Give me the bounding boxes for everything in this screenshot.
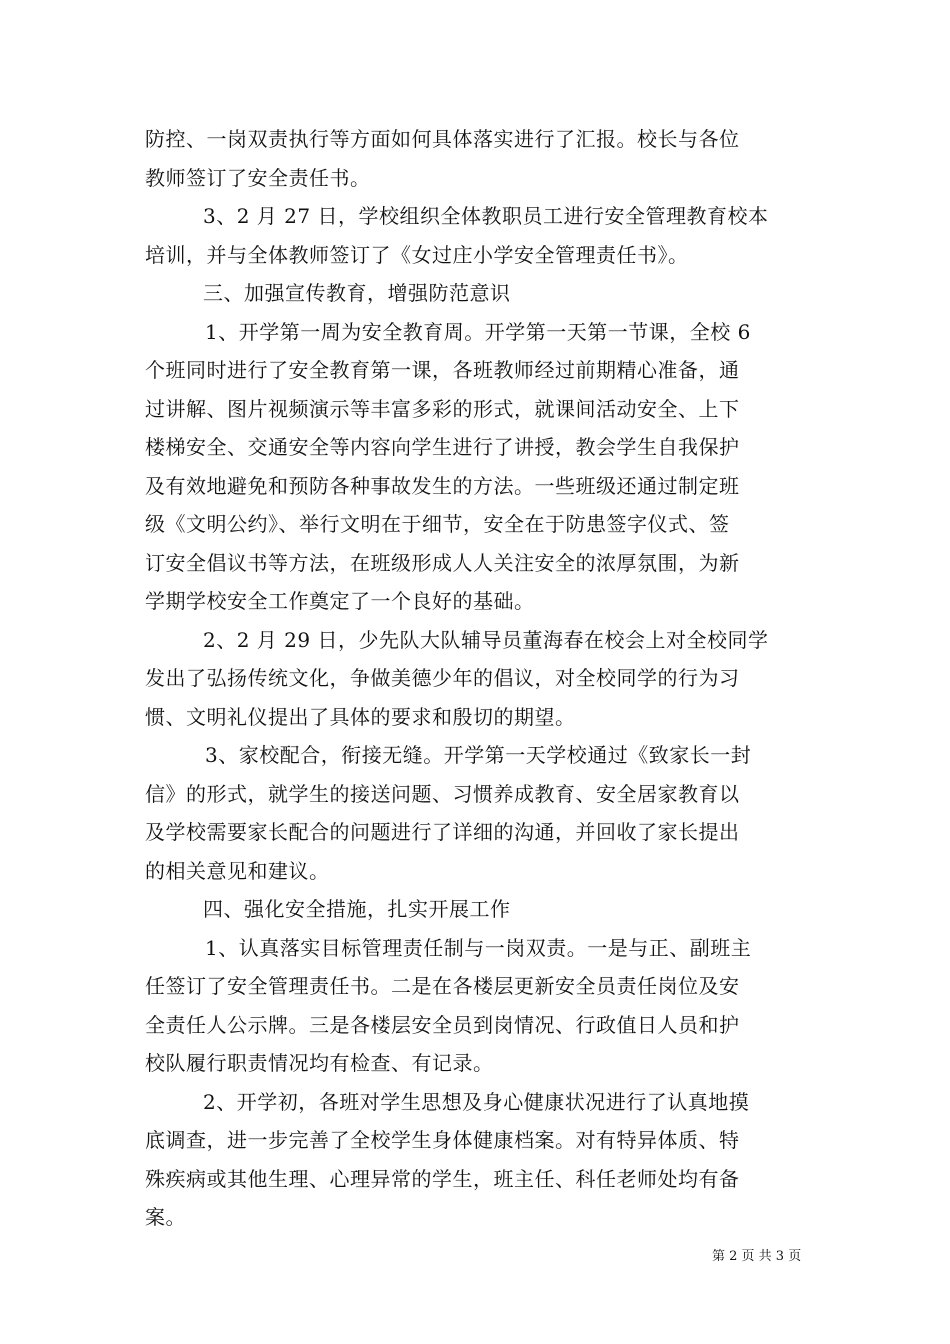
paragraph-line: 案。	[145, 1205, 186, 1229]
paragraph-line: 楼梯安全、交通安全等内容向学生进行了讲授，教会学生自我保护	[145, 435, 740, 459]
paragraph-line: 1、认真落实目标管理责任制与一岗双责。一是与正、副班主	[205, 935, 752, 960]
paragraph-line: 信》的形式，就学生的接送问题、习惯养成教育、安全居家教育以	[145, 781, 740, 806]
paragraph-line: 3、2 月 27 日，学校组织全体教职员工进行安全管理教育校本	[203, 204, 769, 228]
section-heading-3: 三、加强宣传教育，增强防范意识	[203, 281, 511, 305]
paragraph-line: 发出了弘扬传统文化，争做美德少年的倡议，对全校同学的行为习	[145, 666, 740, 690]
section-heading-4: 四、强化安全措施，扎实开展工作	[203, 897, 511, 921]
paragraph-line: 级《文明公约》、举行文明在于细节，安全在于防患签字仪式、签	[145, 512, 730, 536]
paragraph-line: 全责任人公示牌。三是各楼层安全员到岗情况、行政值日人员和护	[145, 1012, 740, 1037]
paragraph-line: 2、开学初，各班对学生思想及身心健康状况进行了认真地摸	[203, 1089, 750, 1114]
page-number: 第 2 页 共 3 页	[712, 1249, 802, 1264]
paragraph-line: 及学校需要家长配合的问题进行了详细的沟通，并回收了家长提出	[145, 820, 740, 844]
document-body	[145, 120, 810, 1237]
paragraph-line: 2、2 月 29 日，少先队大队辅导员董海春在校会上对全校同学	[203, 627, 769, 652]
paragraph-line: 订安全倡议书等方法，在班级形成人人关注安全的浓厚氛围，为新	[145, 550, 740, 575]
paragraph-line: 学期学校安全工作奠定了一个良好的基础。	[145, 589, 535, 613]
paragraph-line: 任签订了安全管理责任书。二是在各楼层更新安全员责任岗位及安	[145, 974, 740, 998]
paragraph-line: 个班同时进行了安全教育第一课，各班教师经过前期精心准备，通	[145, 358, 740, 382]
paragraph-line: 3、家校配合，衔接无缝。开学第一天学校通过《致家长一封	[205, 743, 752, 767]
paragraph-line: 惯、文明礼仪提出了具体的要求和殷切的期望。	[145, 704, 576, 729]
paragraph-line: 培训，并与全体教师签订了《女过庄小学安全管理责任书》。	[145, 242, 689, 267]
paragraph-line: 底调查，进一步完善了全校学生身体健康档案。对有特异体质、特	[145, 1128, 740, 1152]
paragraph-line: 过讲解、图片视频演示等丰富多彩的形式，就课间活动安全、上下	[145, 396, 740, 421]
paragraph-line: 防控、一岗双责执行等方面如何具体落实进行了汇报。校长与各位	[145, 127, 740, 151]
paragraph-line: 的相关意见和建议。	[145, 858, 330, 883]
paragraph-line: 1、开学第一周为安全教育周。开学第一天第一节课，全校 6	[205, 319, 751, 344]
paragraph-line: 殊疾病或其他生理、心理异常的学生，班主任、科任老师处均有备	[145, 1166, 740, 1191]
paragraph-line: 教师签订了安全责任书。	[145, 165, 371, 190]
paragraph-line: 校队履行职责情况均有检查、有记录。	[145, 1051, 494, 1075]
paragraph-line: 及有效地避免和预防各种事故发生的方法。一些班级还通过制定班	[145, 473, 740, 498]
